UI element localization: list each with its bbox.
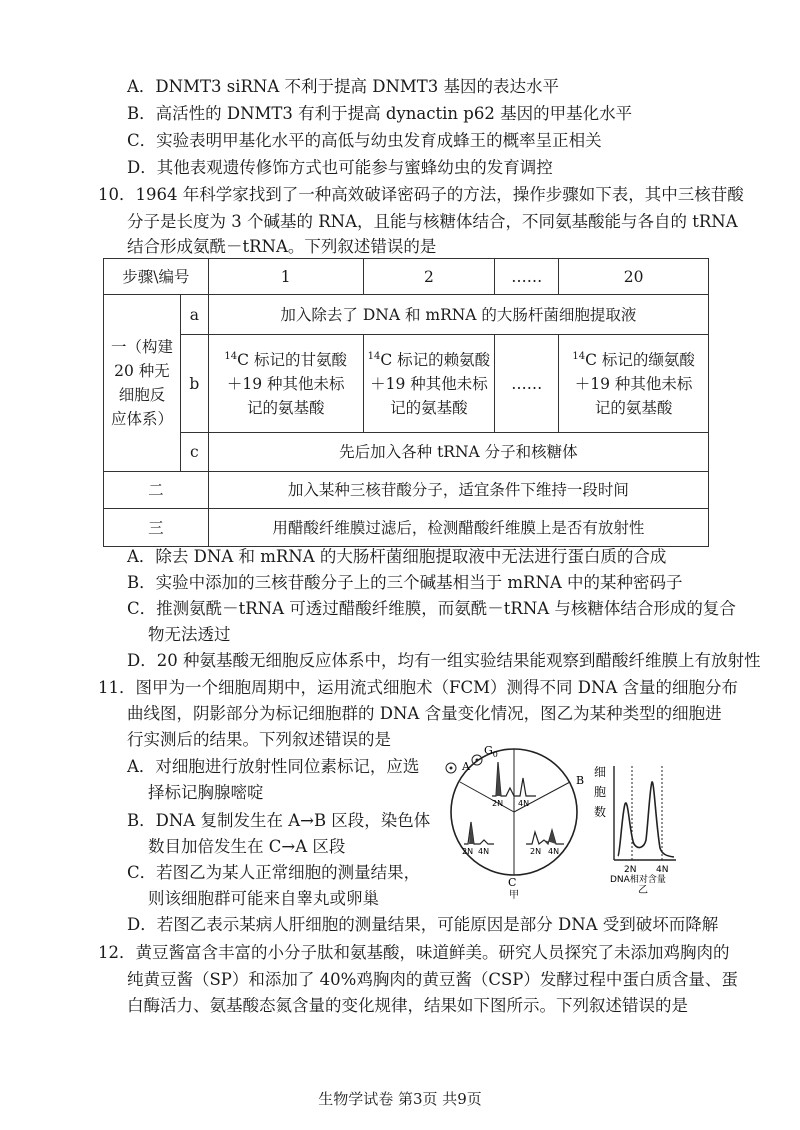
q9-option-a: A．DNMT3 siRNA 不利于提高 DNMT3 基因的表达水平 bbox=[127, 77, 560, 96]
row-b-col1: $^{14}$C 标记的甘氨酸 ＋19 种其他未标 记的氨基酸 bbox=[208, 335, 363, 433]
distribution-curve bbox=[618, 782, 674, 857]
q10-option-c: C．推测氨酰－tRNA 可透过醋酸纤维膜，而氨酰－tRNA 与核糖体结合形成的复合 bbox=[127, 599, 736, 618]
q10-stem-line3: 结合形成氨酰－tRNA。下列叙述错误的是 bbox=[127, 237, 437, 256]
q10-stem-line2: 分子是长度为 3 个碱基的 RNA，且能与核糖体结合，不同氨基酸能与各自的 tRNA bbox=[127, 212, 738, 231]
row-c-label: c bbox=[180, 433, 208, 472]
q12-stem-line1: 12．黄豆酱富含丰富的小分子肽和氨基酸，味道鲜美。研究人员探究了未添加鸡胸肉的 bbox=[98, 943, 730, 962]
step-one-label: 一（构建 20 种无 细胞反 应体系） bbox=[104, 295, 181, 472]
q10-stem-line1: 10．1964 年科学家找到了一种高效破译密码子的方法，操作步骤如下表，其中三核苷酸 bbox=[98, 185, 744, 204]
page-footer: 生物学试卷 第3页 共9页 bbox=[318, 1090, 482, 1108]
q11-option-b: B．DNA 复制发生在 A→B 区段，染色体 bbox=[127, 811, 431, 830]
row-b-col20: $^{14}$C 标记的缬氨酸 ＋19 种其他未标 记的氨基酸 bbox=[559, 335, 709, 433]
q11-stem-line2: 曲线图，阴影部分为标记细胞群的 DNA 含量变化情况，图乙为某种类型的细胞进 bbox=[127, 704, 722, 723]
label-right-2n: 2N bbox=[530, 847, 542, 856]
row-b-col2: $^{14}$C 标记的赖氨酸 ＋19 种其他未标 记的氨基酸 bbox=[363, 335, 495, 433]
q11-option-c: C．若图乙为某人正常细胞的测量结果， bbox=[127, 863, 421, 882]
label-top-4n: 4N bbox=[518, 799, 530, 808]
step-three-label: 三 bbox=[104, 509, 209, 547]
q12-stem-line3: 白酶活力、氨基酸态氮含量的变化规律，结果如下图所示。下列叙述错误的是 bbox=[127, 996, 688, 1015]
label-g0: $G_0$ bbox=[484, 744, 498, 759]
table-header-col2: 2 bbox=[363, 259, 495, 295]
ylabel-1: 细 bbox=[594, 765, 607, 779]
q11-stem-line3: 行实测后的结果。下列叙述错误的是 bbox=[127, 730, 391, 749]
xlabel-2n: 2N bbox=[624, 865, 637, 875]
divider-a bbox=[460, 782, 514, 812]
q10-option-c-cont: 物无法透过 bbox=[148, 625, 231, 644]
q11-option-d: D．若图乙表示某病人肝细胞的测量结果，可能原因是部分 DNA 受到破坏而降解 bbox=[127, 915, 719, 934]
caption-jia: 甲 bbox=[509, 890, 519, 901]
row-a-text: 加入除去了 DNA 和 mRNA 的大肠杆菌细胞提取液 bbox=[208, 295, 708, 335]
q9-option-b: B．高活性的 DNMT3 有利于提高 dynactin p62 基因的甲基化水平 bbox=[127, 104, 633, 123]
q12-stem-line2: 纯黄豆酱（SP）和添加了 40%鸡胸肉的黄豆酱（CSP）发酵过程中蛋白质含量、蛋 bbox=[127, 970, 738, 989]
figure-jia-cell-cycle bbox=[440, 740, 590, 902]
q10-option-d: D．20 种氨基酸无细胞反应体系中，均有一组实验结果能观察到醋酸纤维膜上有放射性 bbox=[127, 651, 761, 670]
label-top-2n: 2N bbox=[492, 799, 504, 808]
label-a: A bbox=[462, 760, 470, 773]
xlabel-4n: 4N bbox=[656, 865, 669, 875]
q10-option-a: A．除去 DNA 和 mRNA 的大肠杆菌细胞提取液中无法进行蛋白质的合成 bbox=[127, 547, 667, 566]
q10-experiment-table bbox=[103, 258, 709, 547]
step-two-text: 加入某种三核苷酸分子，适宜条件下维持一段时间 bbox=[208, 472, 708, 509]
label-right-4n: 4N bbox=[548, 847, 560, 856]
figure-yi-flow-cytometry bbox=[590, 764, 720, 894]
caption-yi: 乙 bbox=[638, 885, 648, 894]
peak-left bbox=[464, 822, 494, 844]
label-b: B bbox=[576, 774, 585, 787]
q11-stem-line1: 11．图甲为一个细胞周期中，运用流式细胞术（FCM）测得不同 DNA 含量的细胞分布 bbox=[98, 678, 739, 697]
peak-right bbox=[526, 830, 564, 844]
row-a-label: a bbox=[180, 295, 208, 335]
label-c: C bbox=[508, 876, 517, 889]
q11-option-a-cont: 择标记胸腺嘧啶 bbox=[148, 783, 264, 802]
ylabel-2: 胞 bbox=[594, 785, 607, 799]
q11-option-c-cont: 则该细胞群可能来自睾丸或卵巢 bbox=[148, 889, 379, 908]
step-two-label: 二 bbox=[104, 472, 209, 509]
table-header-col1: 1 bbox=[208, 259, 363, 295]
q10-option-b: B．实验中添加的三核苷酸分子上的三个碱基相当于 mRNA 中的某种密码子 bbox=[127, 573, 683, 592]
table-header-col20: 20 bbox=[559, 259, 709, 295]
q9-option-d: D．其他表观遗传修饰方式也可能参与蜜蜂幼虫的发育调控 bbox=[127, 158, 553, 177]
row-c-text: 先后加入各种 tRNA 分子和核糖体 bbox=[208, 433, 708, 472]
label-left-4n: 4N bbox=[478, 847, 490, 856]
table-header-step: 步骤\编号 bbox=[104, 259, 209, 295]
row-b-label: b bbox=[180, 335, 208, 433]
table-header-ellipsis: …… bbox=[495, 259, 559, 295]
q9-option-c: C．实验表明甲基化水平的高低与幼虫发育成蜂王的概率呈正相关 bbox=[127, 131, 602, 150]
row-b-ellipsis: …… bbox=[495, 335, 559, 433]
q11-option-a: A．对细胞进行放射性同位素标记，应选 bbox=[127, 757, 420, 776]
q11-option-b-cont: 数目加倍发生在 C→A 区段 bbox=[148, 837, 346, 856]
xlabel-dna: DNA相对含量 bbox=[610, 875, 666, 885]
label-left-2n: 2N bbox=[462, 847, 474, 856]
ylabel-3: 数 bbox=[594, 805, 607, 819]
step-three-text: 用醋酸纤维膜过滤后，检测醋酸纤维膜上是否有放射性 bbox=[208, 509, 708, 547]
